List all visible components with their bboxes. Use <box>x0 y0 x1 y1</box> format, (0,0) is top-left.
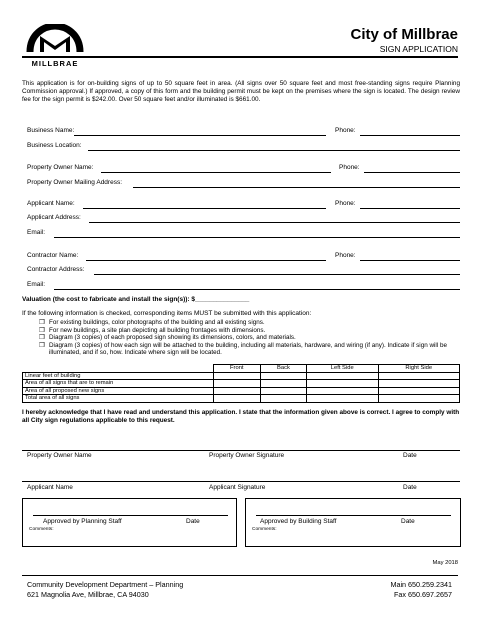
table-row: Area of all proposed new signs <box>23 387 460 395</box>
checklist-item[interactable]: ❒ For existing buildings, color photographs of the building and all existing signs. <box>39 319 265 326</box>
millbrae-logo-icon <box>22 24 88 54</box>
business-name-label: Business Name: <box>27 127 75 134</box>
building-approval-box[interactable] <box>245 498 461 547</box>
applicant-email-field[interactable] <box>54 237 460 238</box>
property-owner-name-label: Property Owner Name: <box>27 164 94 171</box>
checklist-item[interactable]: ❒ For new buildings, a site plan depicting all building frontages with dimensions. <box>39 326 266 334</box>
business-location-field[interactable] <box>88 150 460 151</box>
footer-rule <box>22 575 458 576</box>
applicant-phone-label: Phone: <box>335 200 356 207</box>
intro-paragraph: This application is for on-building signs of up to 50 square feet in area. (All signs over 50 square feet and most free-standing signs require Planning Commission approval.) If approved, a copy of this form and the building permit must be kept on the premises where the sign is located. The design review fee for the sign permit is $242.00. Over 50 square feet and/or illuminated is $661.00. <box>22 80 460 104</box>
checklist <box>39 319 459 357</box>
applicant-phone-field[interactable] <box>360 208 460 209</box>
checklist-item[interactable]: ❒ Diagram (3 copies) of how each sign will be attached to the building, including all materials, hardware, and wiring (if any). Indicate if sign will be illuminated, and if so, how. Indicate where sign will be located. <box>39 341 447 357</box>
valuation-line: Valuation (the cost to fabricate and install the sign(s)): $_______________ <box>22 296 250 303</box>
property-owner-address-field[interactable] <box>133 187 460 188</box>
applicant-date-label: Date <box>403 484 417 491</box>
owner-date-label: Date <box>403 452 417 459</box>
checkbox-icon[interactable]: ❒ <box>39 326 45 334</box>
table-row: Area of all signs that are to remain <box>23 380 460 388</box>
applicant-email-label: Email: <box>27 229 46 236</box>
header-rule <box>22 56 458 58</box>
planning-approval-box[interactable] <box>22 498 237 547</box>
city-logo <box>22 24 88 68</box>
contractor-name-field[interactable] <box>86 260 326 261</box>
building-approval-line <box>256 515 451 516</box>
property-owner-address-label: Property Owner Mailing Address: <box>27 179 123 186</box>
footer-department: Community Development Department – Planning <box>27 580 184 589</box>
applicant-signature-line[interactable] <box>22 481 460 482</box>
applicant-name-sig-label: Applicant Name <box>27 484 73 491</box>
planning-date-label: Date <box>186 518 200 525</box>
sign-area-table <box>22 364 460 403</box>
business-phone-label: Phone: <box>335 127 356 134</box>
property-owner-name-field[interactable] <box>101 172 331 173</box>
checklist-item[interactable]: ❒ Diagram (3 copies) of each proposed sign showing its dimensions, colors, and materials. <box>39 334 296 342</box>
table-header-back: Back <box>261 365 307 373</box>
footer-fax: Fax 650.697.2657 <box>394 590 452 599</box>
property-owner-phone-field[interactable] <box>364 172 460 173</box>
page-title: City of Millbrae <box>350 26 458 43</box>
table-header-left-side: Left Side <box>306 365 378 373</box>
table-header-blank <box>23 365 214 373</box>
checklist-intro: If the following information is checked, corresponding items MUST be submitted with this application: <box>22 310 312 317</box>
footer-main-phone: Main 650.259.2341 <box>390 580 452 589</box>
contractor-email-field[interactable] <box>54 289 460 290</box>
table-header-right-side: Right Side <box>378 365 459 373</box>
checkbox-icon[interactable]: ❒ <box>39 334 45 342</box>
business-name-field[interactable] <box>74 135 326 136</box>
table-row: Total area of all signs <box>23 395 460 403</box>
applicant-name-label: Applicant Name: <box>27 200 75 207</box>
table-row: Linear feet of building <box>23 372 460 380</box>
business-phone-field[interactable] <box>360 135 460 136</box>
building-approval-label: Approved by Building Staff <box>260 518 337 525</box>
page-subtitle: SIGN APPLICATION <box>379 44 458 54</box>
contractor-phone-field[interactable] <box>360 260 460 261</box>
planning-comments-label: Comments: <box>29 527 54 532</box>
planning-approval-line <box>33 515 228 516</box>
revision-date: May 2018 <box>432 560 458 566</box>
contractor-address-label: Contractor Address: <box>27 266 85 273</box>
footer-address: 621 Magnolia Ave, Millbrae, CA 94030 <box>27 590 149 599</box>
applicant-signature-label: Applicant Signature <box>209 484 266 491</box>
applicant-address-label: Applicant Address: <box>27 214 81 221</box>
contractor-phone-label: Phone: <box>335 252 356 259</box>
planning-approval-label: Approved by Planning Staff <box>43 518 122 525</box>
applicant-address-field[interactable] <box>89 222 460 223</box>
table-header-front: Front <box>213 365 261 373</box>
applicant-name-field[interactable] <box>83 208 326 209</box>
business-location-label: Business Location: <box>27 142 82 149</box>
owner-signature-label: Property Owner Signature <box>209 452 285 459</box>
owner-signature-line[interactable] <box>22 450 460 451</box>
checkbox-icon[interactable]: ❒ <box>39 341 45 349</box>
property-owner-phone-label: Phone: <box>339 164 360 171</box>
logo-text: MILLBRAE <box>31 59 79 68</box>
contractor-address-field[interactable] <box>94 274 460 275</box>
table-header-row <box>23 365 460 373</box>
building-date-label: Date <box>401 518 415 525</box>
acknowledgement-text: I hereby acknowledge that I have read and understand this application. I state that the information given above is correct. I agree to comply with all City sign regulations applicable to this request. <box>22 409 460 425</box>
contractor-name-label: Contractor Name: <box>27 252 79 259</box>
contractor-email-label: Email: <box>27 281 46 288</box>
owner-name-label: Property Owner Name <box>27 452 92 459</box>
checkbox-icon[interactable]: ❒ <box>39 319 45 326</box>
building-comments-label: Comments: <box>252 527 277 532</box>
